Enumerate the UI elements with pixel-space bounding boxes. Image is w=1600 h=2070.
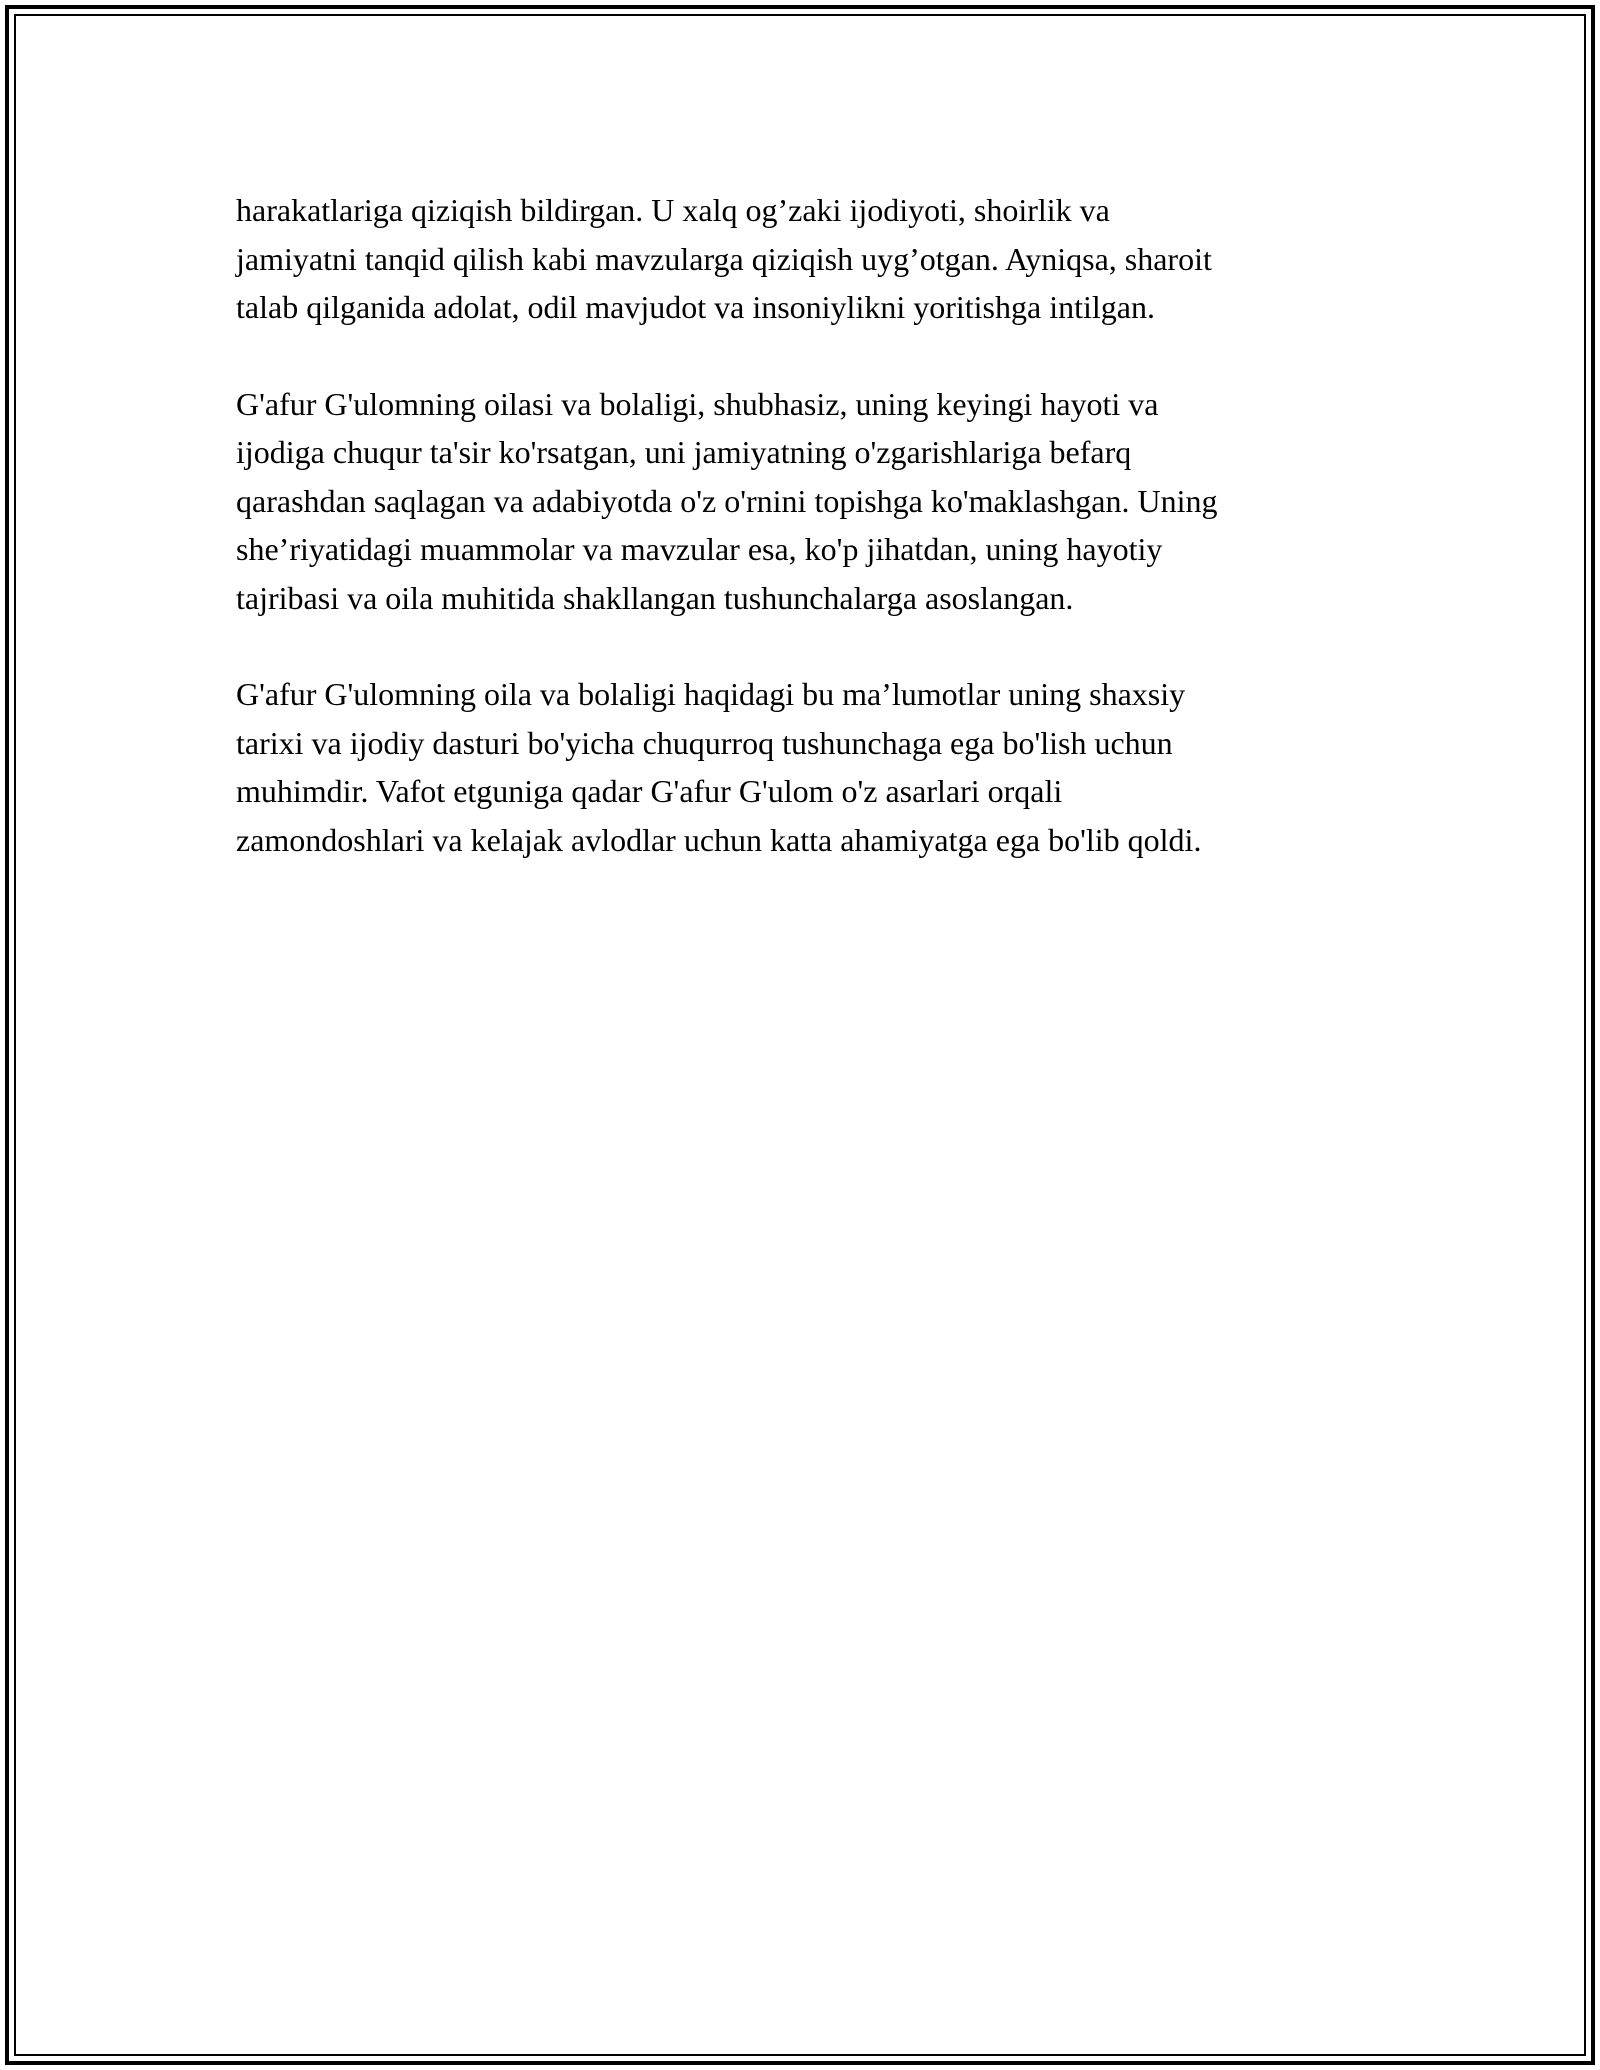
paragraph-line: ijodiga chuqur ta'sir ko'rsatgan, uni jamiyatning o'zgarishlariga befarq xyxy=(236,434,1132,470)
paragraph-line: harakatlariga qiziqish bildirgan. U xalq og’zaki ijodiyoti, shoirlik va xyxy=(236,192,1110,228)
paragraph-line: talab qilganida adolat, odil mavjudot va insoniylikni yoritishga intilgan. xyxy=(236,289,1155,325)
paragraph-1 xyxy=(236,186,1376,332)
paragraph-line: zamondoshlari va kelajak avlodlar uchun katta ahamiyatga ega bo'lib qoldi. xyxy=(236,821,1202,858)
paragraph-line: muhimdir. Vafot etguniga qadar G'afur G'ulom o'z asarlari orqali xyxy=(236,773,1063,809)
paragraph-line: jamiyatni tanqid qilish kabi mavzularga qiziqish uyg’otgan. Ayniqsa, sharoit xyxy=(236,240,1212,277)
paragraph-line: G'afur G'ulomning oila va bolaligi haqidagi bu ma’lumotlar uning shaxsiy xyxy=(236,676,1186,712)
paragraph-line: she’riyatidagi muammolar va mavzular esa, ko'p jihatdan, uning hayotiy xyxy=(236,531,1163,567)
paragraph-line: tajribasi va oila muhitida shakllangan tushunchalarga asoslangan. xyxy=(236,579,1074,616)
paragraph-3 xyxy=(236,670,1376,864)
paragraph-line: G'afur G'ulomning oilasi va bolaligi, shubhasiz, uning keyingi hayoti va xyxy=(236,385,1159,422)
page-content xyxy=(236,186,1376,912)
paragraph-2 xyxy=(236,380,1376,623)
paragraph-line: qarashdan saqlagan va adabiyotda o'z o'rnini topishga ko'maklashgan. Uning xyxy=(236,482,1218,519)
paragraph-line: tarixi va ijodiy dasturi bo'yicha chuqurroq tushunchaga ega bo'lish uchun xyxy=(236,724,1173,761)
